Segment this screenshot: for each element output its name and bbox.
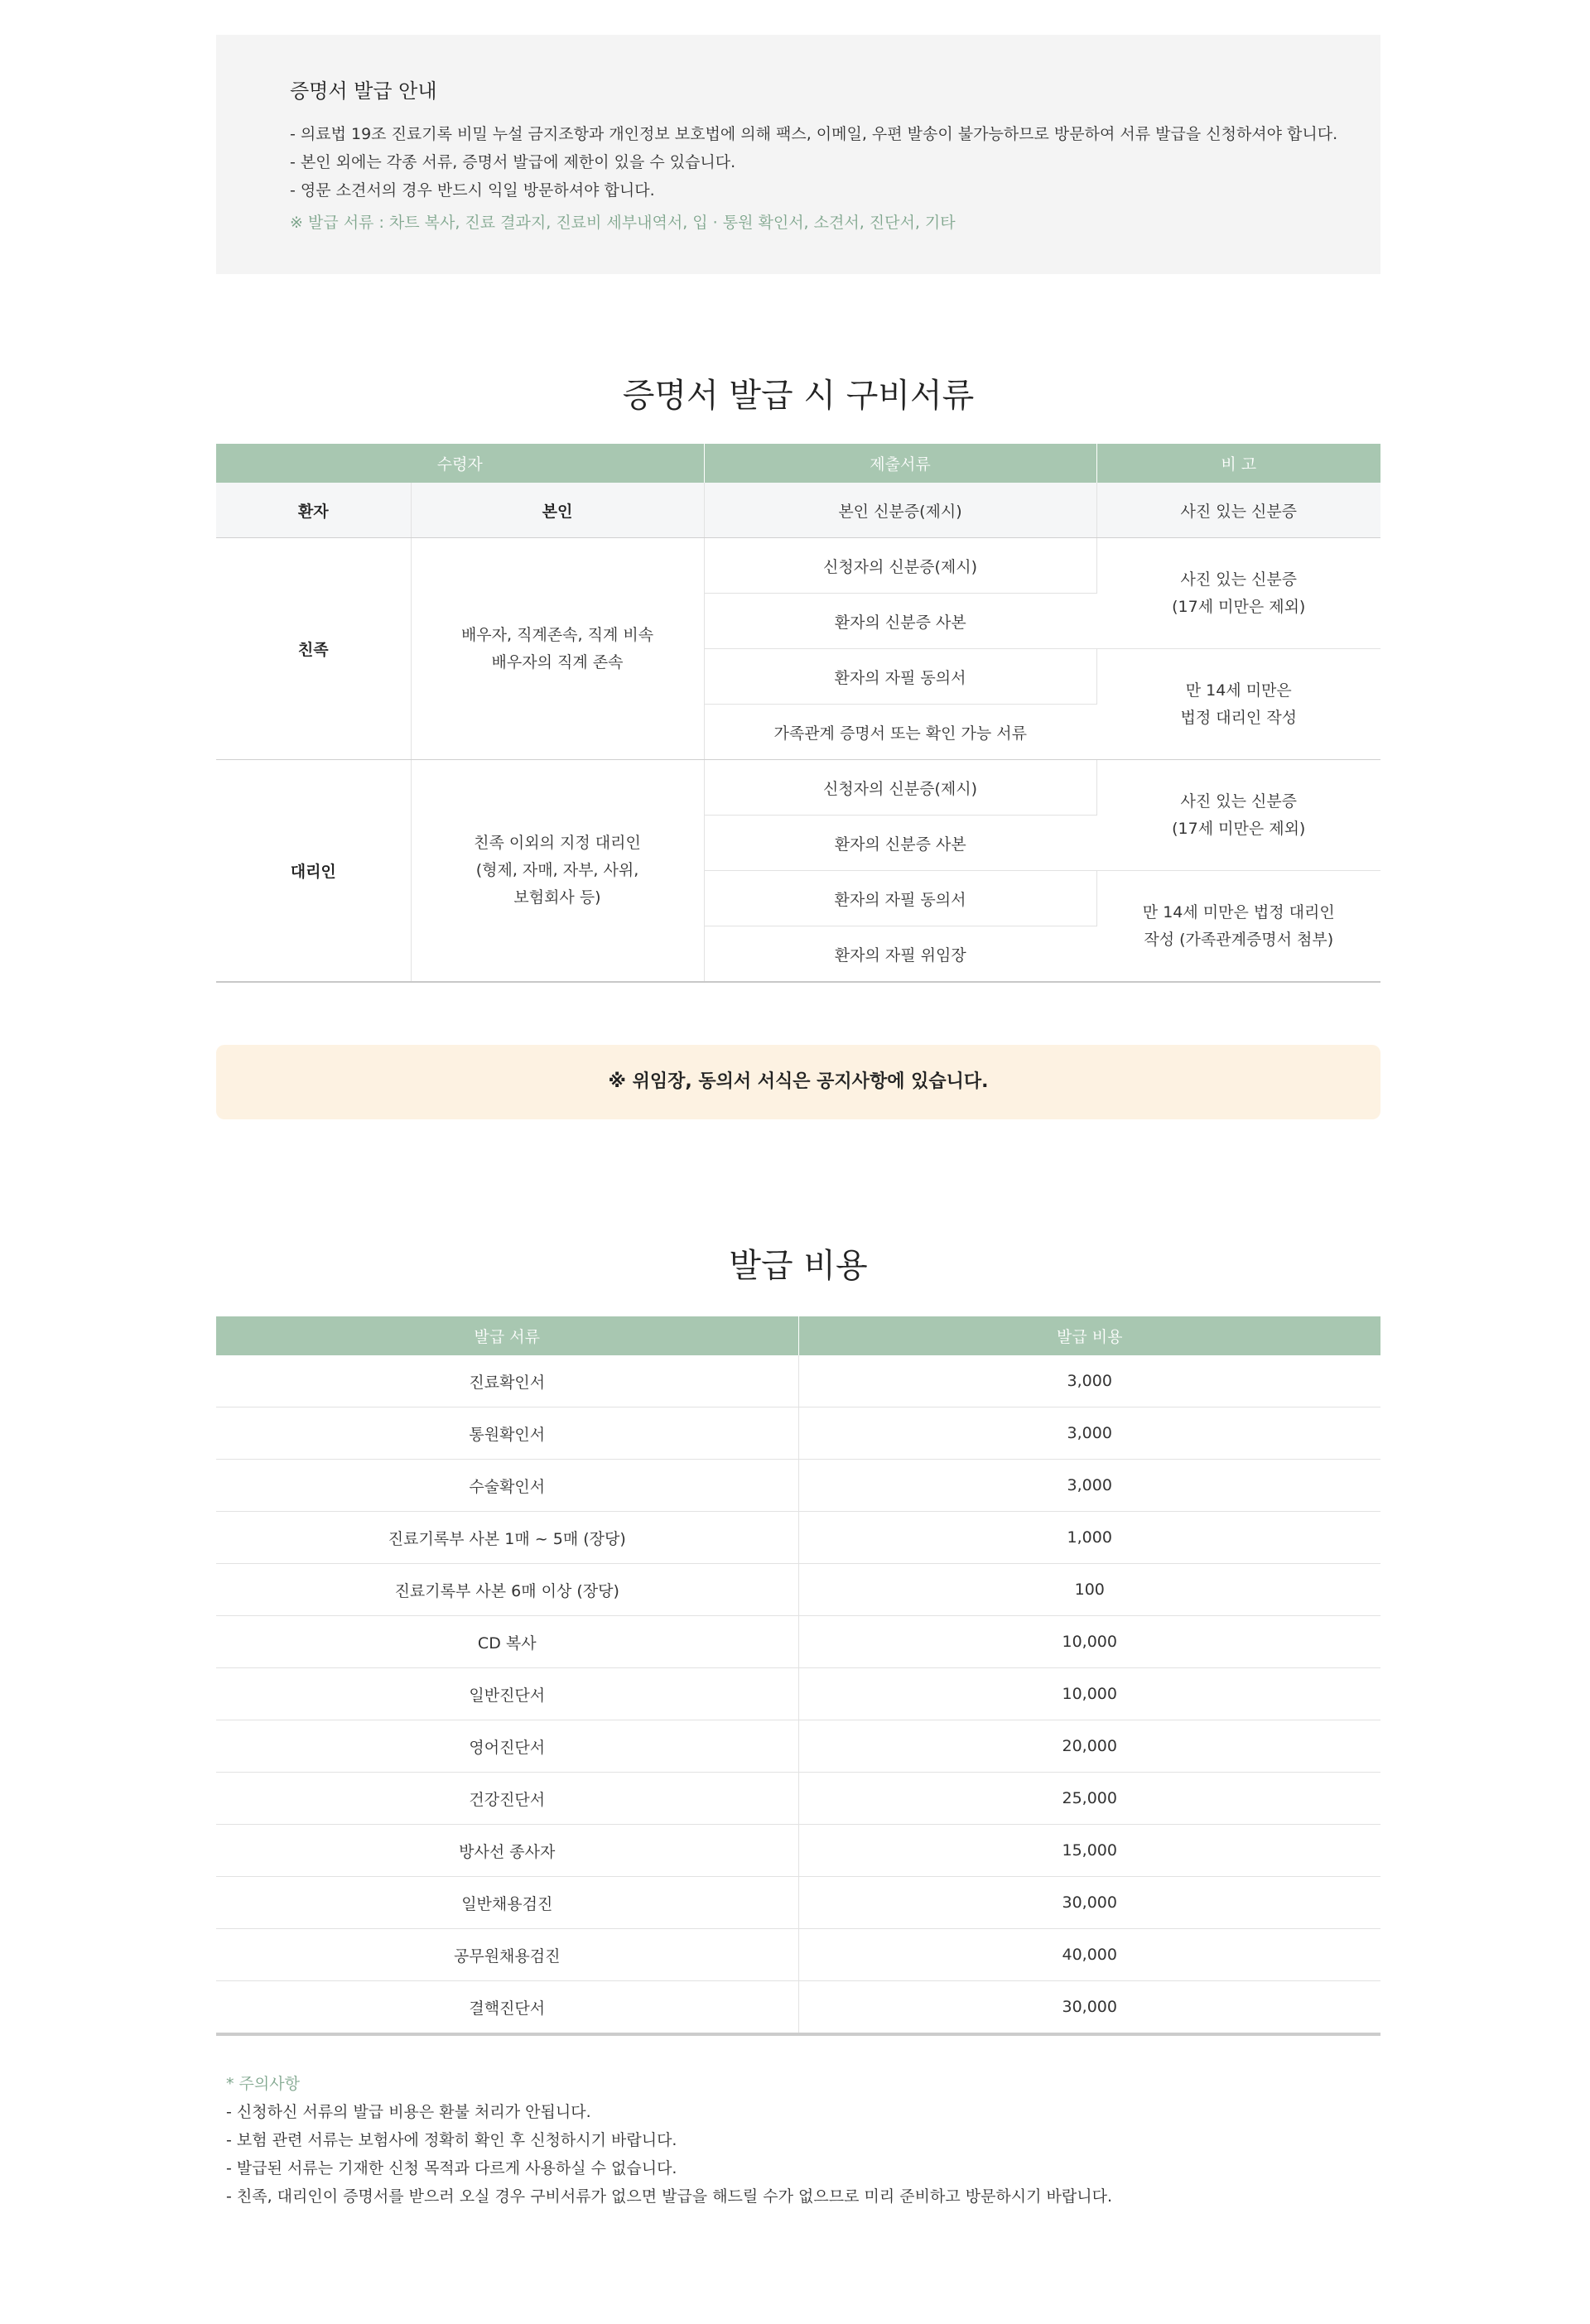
notice-document-types: ※ 발급 서류 : 차트 복사, 진료 결과지, 진료비 세부내역서, 입 · 통원 확인서, 소견서, 진단서, 기타 [290, 214, 956, 232]
fee-amount: 100 [798, 1564, 1380, 1616]
required-document: 환자의 신분증 사본 [704, 816, 1096, 871]
table-row [216, 1825, 1380, 1877]
remark [1096, 649, 1380, 760]
fees-table [216, 1316, 1380, 2036]
fees-title: 발급 비용 [729, 1247, 868, 1285]
certificate-notice-box [216, 35, 1380, 274]
required-document: 신청자의 신분증(제시) [704, 538, 1096, 594]
fee-document-name: 공무원채용검진 [216, 1929, 798, 1981]
fee-amount: 10,000 [798, 1668, 1380, 1720]
fee-document-name: 방사선 종사자 [216, 1825, 798, 1877]
recipient-who-line: 친족 이외의 지정 대리인 [474, 834, 641, 852]
required-document: 환자의 신분증 사본 [704, 594, 1096, 649]
remark [1096, 538, 1380, 649]
header-document-name: 발급 서류 [216, 1316, 798, 1355]
recipient-who-line: 배우자, 직계존속, 직계 비속 [460, 625, 654, 644]
fee-amount: 1,000 [798, 1512, 1380, 1564]
fee-document-name: 일반채용검진 [216, 1877, 798, 1929]
table-row [216, 1355, 1380, 1407]
fee-amount: 20,000 [798, 1720, 1380, 1773]
remark-line: 법정 대리인 작성 [1180, 708, 1298, 727]
fee-document-name: CD 복사 [216, 1616, 798, 1668]
fee-amount: 3,000 [798, 1355, 1380, 1407]
fee-document-name: 영어진단서 [216, 1720, 798, 1773]
table-row-family [216, 538, 1380, 594]
required-document: 가족관계 증명서 또는 확인 가능 서류 [704, 705, 1096, 760]
required-document: 본인 신분증(제시) [704, 483, 1096, 538]
caution-line: - 친족, 대리인이 증명서를 받으러 오실 경우 구비서류가 없으면 발급을 해드릴 수가 없으므로 미리 준비하고 방문하시기 바랍니다. [226, 2187, 1112, 2206]
fee-amount: 3,000 [798, 1460, 1380, 1512]
table-row [216, 1929, 1380, 1981]
table-row [216, 1564, 1380, 1616]
remark-line: (17세 미만은 제외) [1172, 819, 1306, 838]
fee-amount: 3,000 [798, 1407, 1380, 1460]
caution-line: - 보험 관련 서류는 보험사에 정확히 확인 후 신청하시기 바랍니다. [226, 2131, 677, 2149]
table-row [216, 1668, 1380, 1720]
fee-document-name: 일반진단서 [216, 1668, 798, 1720]
remark [1096, 760, 1380, 871]
notice-title: 증명서 발급 안내 [290, 79, 437, 103]
fee-document-name: 건강진단서 [216, 1773, 798, 1825]
recipient-type: 환자 [216, 483, 411, 538]
caution-line: - 신청하신 서류의 발급 비용은 환불 처리가 안됩니다. [226, 2103, 591, 2121]
required-document: 환자의 자필 동의서 [704, 871, 1096, 926]
required-document: 환자의 자필 위임장 [834, 945, 966, 965]
table-row-patient [216, 483, 1380, 538]
table-row-agent [216, 760, 1380, 816]
table-row [216, 1773, 1380, 1825]
recipient-type: 친족 [216, 538, 411, 760]
table-row [216, 1720, 1380, 1773]
remark-line: 만 14세 미만은 [1185, 681, 1292, 700]
header-notes: 비 고 [1096, 444, 1380, 483]
fee-document-name: 진료기록부 사본 1매 ~ 5매 (장당) [216, 1512, 798, 1564]
caution-notes [226, 2070, 1112, 2211]
header-documents: 제출서류 [704, 444, 1096, 483]
requirements-title: 증명서 발급 시 구비서류 [622, 377, 975, 415]
recipient-who: 본인 [411, 483, 704, 538]
fee-amount: 15,000 [798, 1825, 1380, 1877]
fee-document-name: 진료확인서 [216, 1355, 798, 1407]
remark-line: 사진 있는 신분증 [1180, 570, 1298, 589]
table-row [216, 1616, 1380, 1668]
fee-document-name: 수술확인서 [216, 1460, 798, 1512]
fee-amount: 25,000 [798, 1773, 1380, 1825]
requirements-table [216, 444, 1380, 983]
remark [1096, 871, 1380, 983]
required-document: 신청자의 신분증(제시) [704, 760, 1096, 816]
fees-header-row [216, 1316, 1380, 1355]
table-row [216, 1407, 1380, 1460]
caution-line: - 발급된 서류는 기재한 신청 목적과 다르게 사용하실 수 없습니다. [226, 2159, 677, 2177]
header-fee: 발급 비용 [798, 1316, 1380, 1355]
recipient-who-line: 배우자의 직계 존속 [491, 652, 624, 671]
fee-amount: 10,000 [798, 1616, 1380, 1668]
notice-line: - 본인 외에는 각종 서류, 증명서 발급에 제한이 있을 수 있습니다. [290, 153, 736, 171]
required-document: 환자의 자필 동의서 [704, 649, 1096, 705]
fee-amount: 30,000 [798, 1877, 1380, 1929]
fee-document-name: 통원확인서 [216, 1407, 798, 1460]
table-row [216, 1460, 1380, 1512]
fee-amount: 40,000 [798, 1929, 1380, 1981]
form-location-memo: ※ 위임장, 동의서 서식은 공지사항에 있습니다. [216, 1045, 1380, 1119]
remark-line: 사진 있는 신분증 [1180, 792, 1298, 811]
notice-line: - 의료법 19조 진료기록 비밀 누설 금지조항과 개인정보 보호법에 의해 팩스, 이메일, 우편 발송이 불가능하므로 방문하여 서류 발급을 신청하셔야 합니다. [290, 125, 1338, 143]
caution-title: * 주의사항 [226, 2075, 300, 2093]
remark-line: 작성 (가족관계증명서 첨부) [1144, 930, 1334, 949]
recipient-who-line: 보험회사 등) [513, 888, 601, 907]
fee-amount: 30,000 [798, 1981, 1380, 2035]
header-recipient: 수령자 [216, 444, 704, 483]
recipient-type: 대리인 [216, 760, 411, 983]
fee-document-name: 결핵진단서 [216, 1981, 798, 2035]
table-row [216, 1877, 1380, 1929]
requirements-header-row [216, 444, 1380, 483]
recipient-who-line: (형제, 자매, 자부, 사위, [475, 861, 639, 879]
recipient-who [411, 538, 704, 760]
table-row [216, 1981, 1380, 2035]
notice-line: - 영문 소견서의 경우 반드시 익일 방문하셔야 합니다. [290, 181, 655, 200]
fee-document-name: 진료기록부 사본 6매 이상 (장당) [216, 1564, 798, 1616]
recipient-who [411, 760, 704, 983]
remark-line: 만 14세 미만은 법정 대리인 [1142, 902, 1335, 921]
remark: 사진 있는 신분증 [1096, 483, 1380, 538]
table-row [216, 1512, 1380, 1564]
remark-line: (17세 미만은 제외) [1172, 597, 1306, 616]
